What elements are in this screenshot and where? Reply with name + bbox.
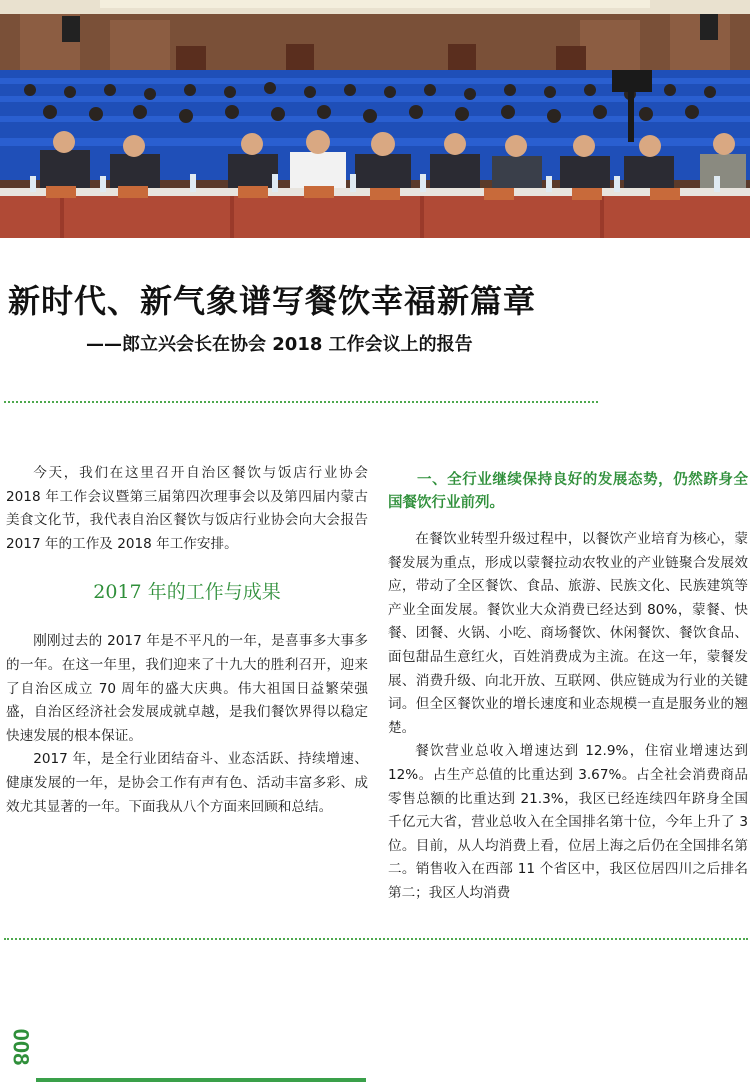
left-paragraph-1: 刚刚过去的 2017 年是不平凡的一年，是喜事多大事多的一年。在这一年里，我们迎来了十九大的胜利召开，迎来了自治区成立 70 周年的盛大庆典。伟大祖国日益繁荣强盛，自治区经济社会发展成就卓越，是我们餐饮界得以稳定快速发展的根本保证。	[6, 633, 368, 744]
left-paragraph-2: 2017 年，是全行业团结奋斗、业态活跃、持续增速、健康发展的一年，是协会工作有声有色、活动丰富多彩、成效尤其显著的一年。下面我从八个方面来回顾和总结。	[6, 751, 368, 815]
right-paragraph-1: 在餐饮业转型升级过程中，以餐饮产业培育为核心，蒙餐发展为重点，形成以蒙餐拉动农牧业的产业链聚合发展效应，带动了全区餐饮、食品、旅游、民族文化、民族建筑等产业全面发展。餐饮业大众消费已经达到 80%，蒙餐、快餐、团餐、火锅、小吃、商场餐饮、休闲餐饮、餐饮食品、面包甜品生意红火，百姓消费成为主流。在这一年，蒙餐发展、消费升级、向北开放、互联网、供应链成为行业的关键词。但全区餐饮业的增长速度和业态规模一直是服务业的翘楚。	[388, 531, 748, 736]
right-column	[388, 468, 748, 906]
left-column	[6, 462, 368, 819]
article-headline: 新时代、新气象谱写餐饮幸福新篇章	[8, 282, 537, 320]
right-paragraph-2: 餐饮营业总收入增速达到 12.9%，住宿业增速达到 12%。占生产总值的比重达到 3.67%。占全社会消费商品零售总额的比重达到 21.3%，我区已经连续四年跻身全国千亿元大省，营业总收入在全国排名第十位，今年上升了 3 位。目前，从人均消费上看，位居上海之后仍在全国排名第二。销售收入在西部 11 个省区中，我区位居四川之后排名第二；我区人均消费	[388, 743, 748, 901]
subsection-heading: 一、全行业继续保持良好的发展态势，仍然跻身全国餐饮行业前列。	[388, 471, 748, 511]
bottom-accent-bar	[36, 1078, 366, 1082]
top-divider	[4, 401, 598, 403]
page-number-text: 008	[8, 1028, 33, 1066]
bottom-divider	[4, 938, 748, 940]
conference-photo	[0, 0, 750, 238]
intro-paragraph: 今天，我们在这里召开自治区餐饮与饭店行业协会 2018 年工作会议暨第三届第四次理事会以及第四届内蒙古美食文化节，我代表自治区餐饮与饭店行业协会向大会报告 2017 年的工作及 2018 年工作安排。	[6, 465, 368, 552]
page-number	[0, 1028, 40, 1066]
section-title: 2017 年的工作与成果	[93, 581, 281, 604]
article-subheadline: ——郎立兴会长在协会 2018 工作会议上的报告	[86, 334, 473, 355]
